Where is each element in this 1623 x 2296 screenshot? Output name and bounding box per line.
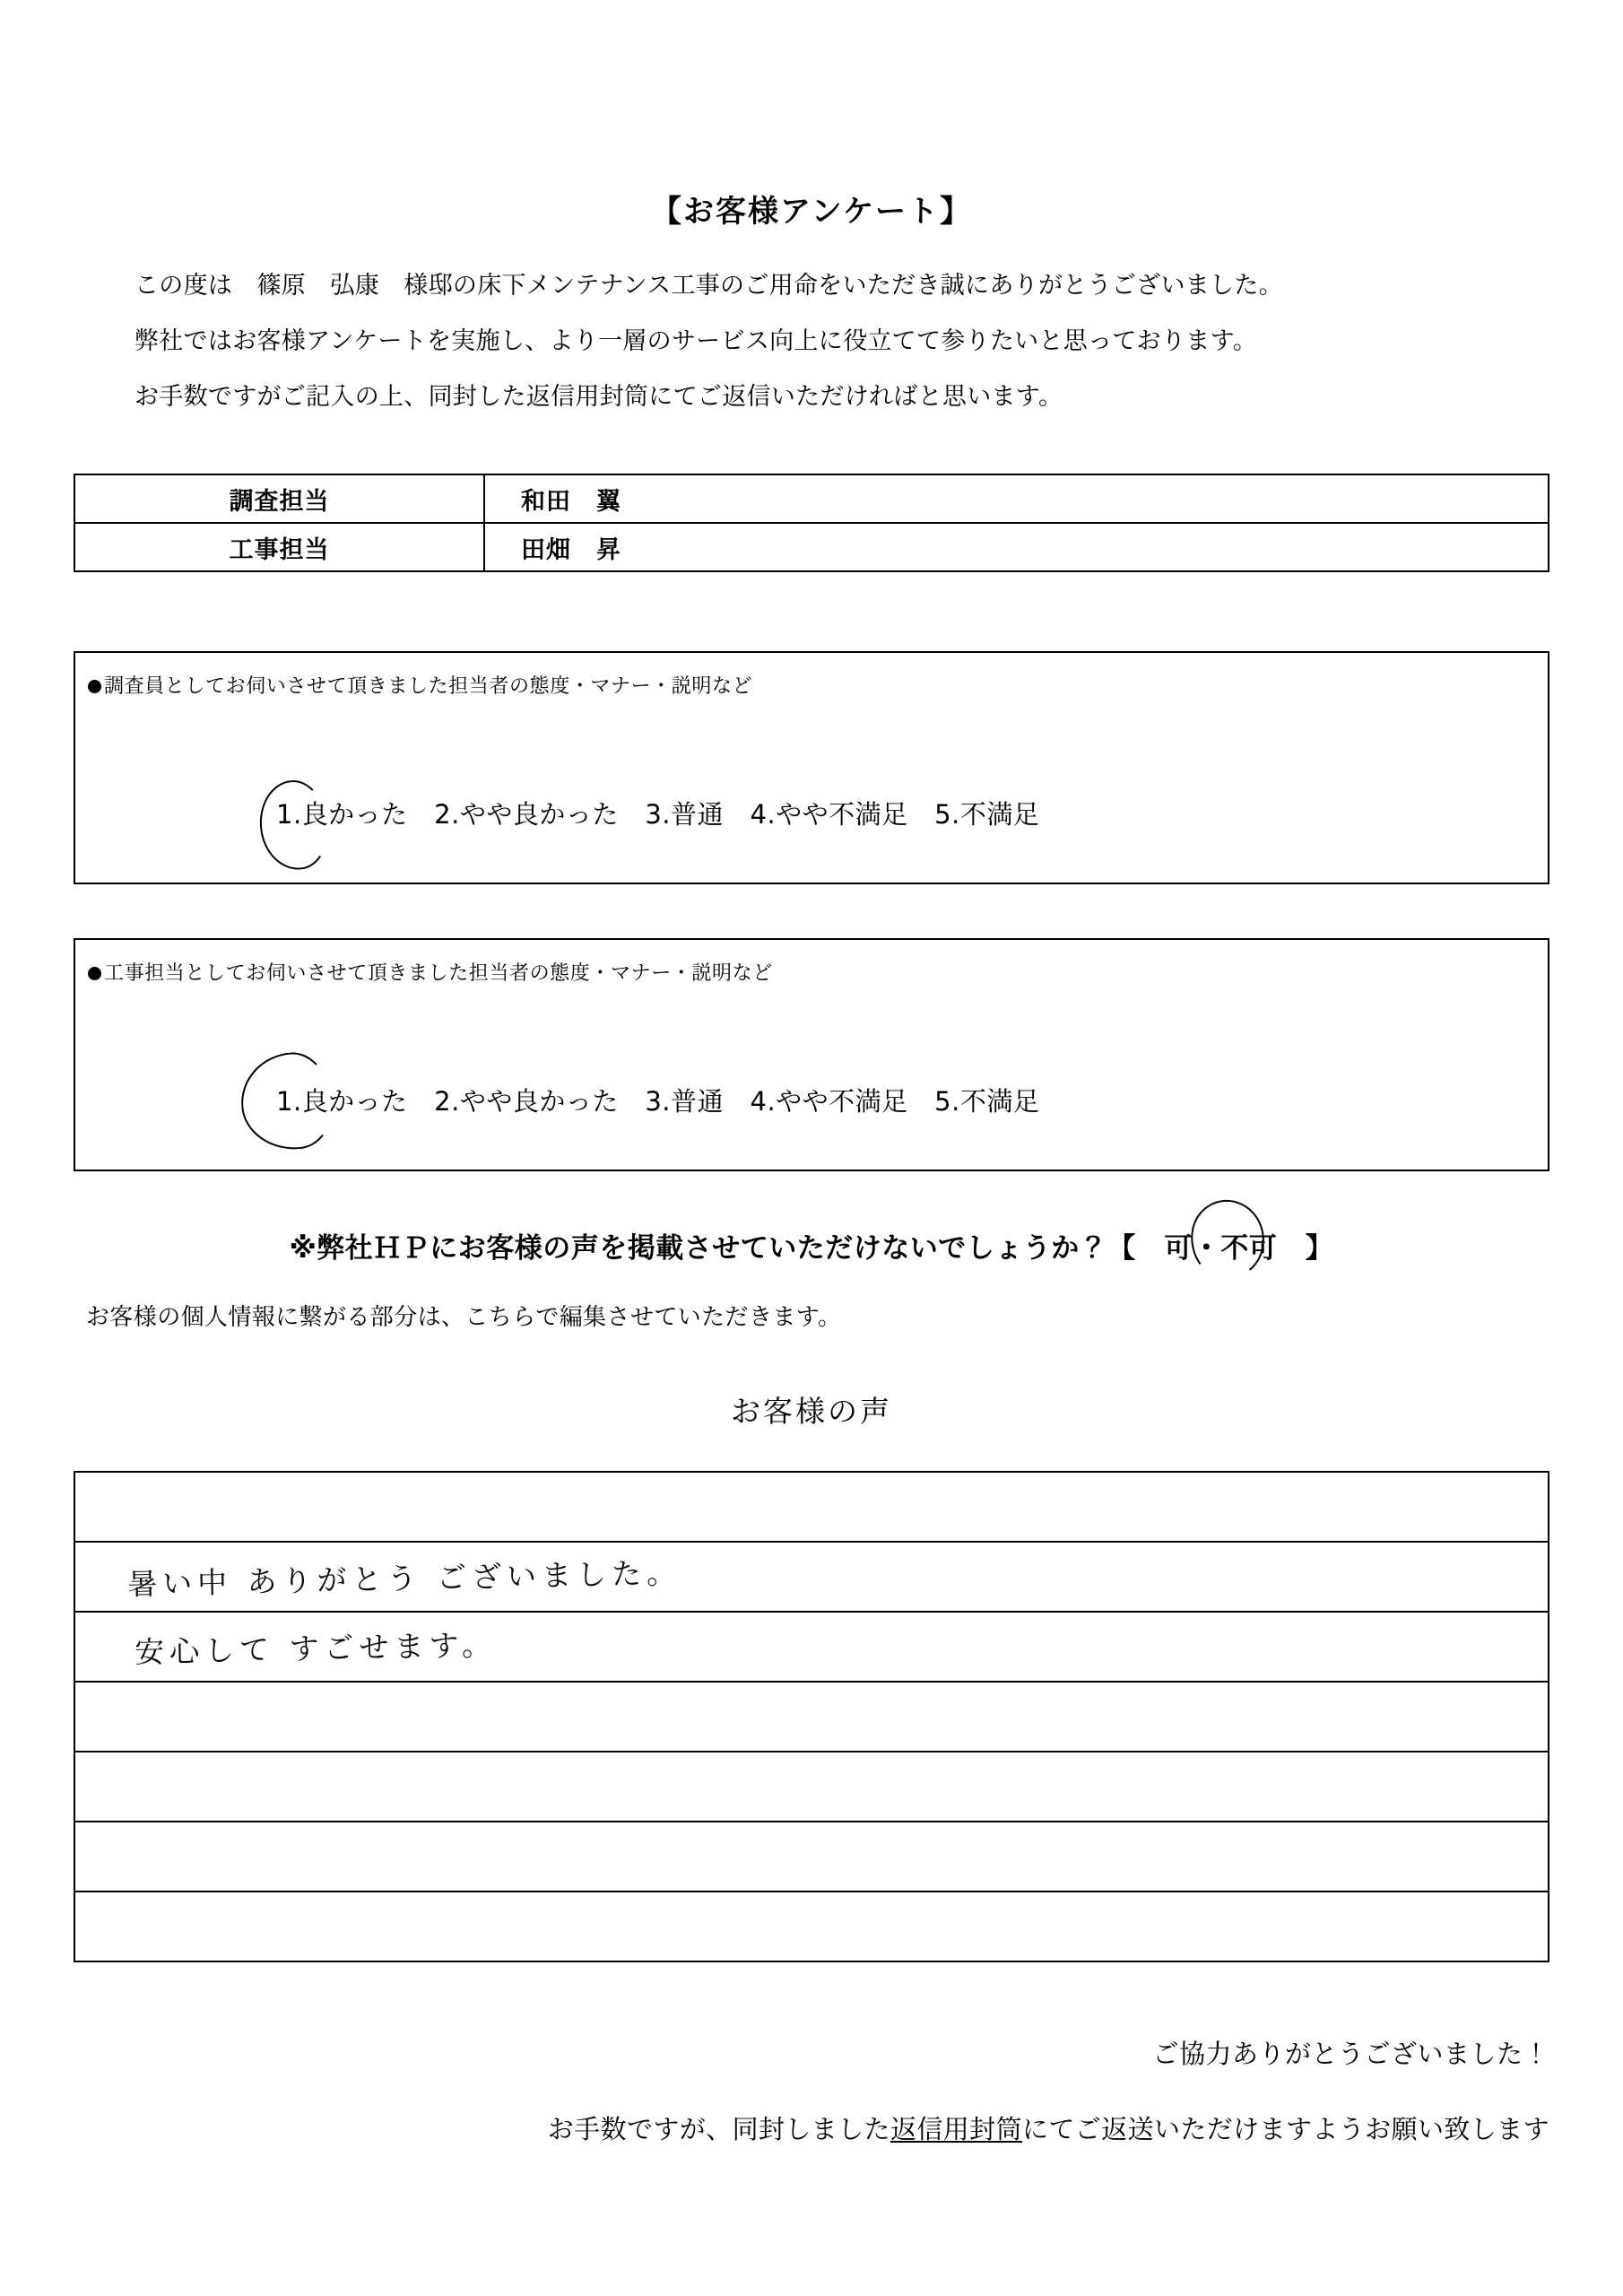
page-title: 【お客様アンケート】 xyxy=(651,194,972,230)
voice-text-3: 安心して すごせます。 xyxy=(134,1627,498,1670)
question-heading-text: 調査員としてお伺いさせて頂きました担当者の態度・マナー・説明など xyxy=(104,675,753,698)
question-heading-survey-staff xyxy=(88,671,752,699)
hp-permission-note: お客様の個人情報に繋がる部分は、こちらで編集させていただきます。 xyxy=(86,1304,842,1331)
hp-permission-choices[interactable] xyxy=(1164,1225,1277,1265)
table-row xyxy=(74,1682,1549,1752)
footer-request-after: にてご返送いただけますようお願い致します xyxy=(1021,2114,1549,2144)
voice-row-7[interactable] xyxy=(74,1892,1549,1961)
staff-label-survey: 調査担当 xyxy=(74,474,484,523)
question-box-survey-staff xyxy=(74,651,1549,884)
hp-option-allow[interactable]: 可 xyxy=(1164,1232,1193,1265)
hp-option-separator: ・ xyxy=(1192,1232,1221,1265)
footer-request-before: お手数ですが、同封しました xyxy=(547,2114,890,2144)
intro-paragraph xyxy=(135,258,1506,425)
footer-request-underlined: 返信用封筒 xyxy=(890,2114,1022,2144)
question-heading-construction-staff xyxy=(88,958,773,986)
handwritten-circle-mark-hp-allow xyxy=(1187,1196,1269,1283)
staff-value-survey: 和田 翼 xyxy=(484,474,1549,523)
hp-permission-question xyxy=(0,1225,1623,1265)
staff-value-construction: 田畑 昇 xyxy=(484,523,1549,571)
filled-circle-bullet-icon xyxy=(88,680,101,693)
voice-row-4[interactable] xyxy=(74,1682,1549,1752)
voice-row-5[interactable] xyxy=(74,1752,1549,1822)
filled-circle-bullet-icon xyxy=(88,967,101,980)
rating-options-survey-staff[interactable]: 1.良かった 2.やや良かった 3.普通 4.やや不満足 5.不満足 xyxy=(276,799,1040,830)
handwritten-circle-mark-construction-staff xyxy=(238,1050,335,1153)
intro-line-3: お手数ですがご記入の上、同封した返信用封筒にてご返信いただければと思います。 xyxy=(135,383,1063,411)
table-row xyxy=(74,1752,1549,1822)
table-row xyxy=(74,1892,1549,1961)
rating-options-construction-staff[interactable]: 1.良かった 2.やや良かった 3.普通 4.やや不満足 5.不満足 xyxy=(276,1086,1040,1117)
footer-thanks: ご協力ありがとうございました！ xyxy=(1152,2039,1549,2069)
voice-row-3[interactable] xyxy=(74,1612,1549,1682)
table-row xyxy=(74,1822,1549,1892)
voice-text-2: 暑い中 ありがとう ございました。 xyxy=(126,1555,682,1602)
table-row xyxy=(74,1612,1549,1682)
voice-row-2[interactable] xyxy=(74,1542,1549,1612)
customer-voice-table xyxy=(74,1471,1549,1962)
table-row xyxy=(74,474,1549,523)
table-row xyxy=(74,1472,1549,1542)
voice-row-6[interactable] xyxy=(74,1822,1549,1892)
customer-voice-heading: お客様の声 xyxy=(731,1394,892,1429)
intro-line-2: 弊社ではお客様アンケートを実施し、より一層のサービス向上に役立てて参りたいと思っております。 xyxy=(135,327,1258,355)
hp-permission-suffix: 】 xyxy=(1277,1232,1334,1265)
hp-option-deny[interactable]: 不可 xyxy=(1220,1232,1278,1265)
intro-line-1: この度は 篠原 弘康 様邸の床下メンテナンス工事のご用命をいただき誠にありがとうございました。 xyxy=(135,272,1283,300)
question-heading-text: 工事担当としてお伺いさせて頂きました担当者の態度・マナー・説明など xyxy=(104,962,773,985)
staff-table xyxy=(74,474,1549,572)
hp-permission-prefix: ※弊社ＨＰにお客様の声を掲載させていただけないでしょうか？【 xyxy=(289,1232,1165,1265)
footer-request xyxy=(548,2109,1549,2146)
voice-row-1[interactable] xyxy=(74,1472,1549,1542)
handwritten-circle-mark-survey-staff xyxy=(256,777,333,873)
table-row xyxy=(74,1542,1549,1612)
table-row xyxy=(74,523,1549,571)
question-box-construction-staff xyxy=(74,938,1549,1171)
staff-label-construction: 工事担当 xyxy=(74,523,484,571)
